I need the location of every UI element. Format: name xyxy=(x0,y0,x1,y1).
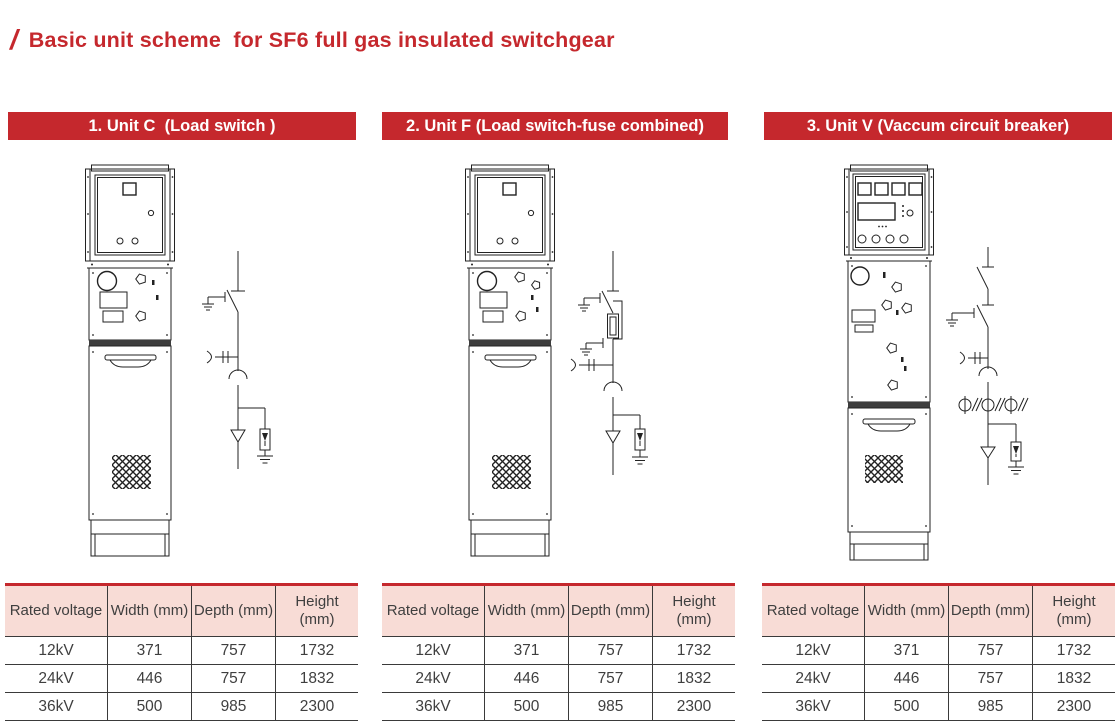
cell-depth: 985 xyxy=(192,693,276,721)
cabinet-drawing-unit-f xyxy=(464,164,556,558)
col-rated-voltage: Rated voltage xyxy=(382,585,485,637)
knob xyxy=(881,299,893,311)
indicator-window xyxy=(503,183,516,195)
cable-termination xyxy=(606,431,620,443)
operation-port xyxy=(478,272,497,291)
table-row xyxy=(762,637,1115,665)
cell-width: 371 xyxy=(485,637,569,665)
col-rated-voltage: Rated voltage xyxy=(762,585,865,637)
cell-height: 2300 xyxy=(299,697,335,715)
table-row xyxy=(5,665,358,693)
col-width: Width (mm) xyxy=(485,585,569,637)
push-button xyxy=(858,235,866,243)
knob xyxy=(135,273,147,285)
table-row xyxy=(5,637,358,665)
indicator-window xyxy=(858,183,871,195)
cell-voltage: 12kV xyxy=(382,637,485,665)
cell-height: 2300 xyxy=(676,697,712,715)
earthing-switch xyxy=(946,308,974,326)
col-rated-voltage: Rated voltage xyxy=(5,585,108,637)
col-width: Width (mm) xyxy=(108,585,192,637)
col-width: Width (mm) xyxy=(865,585,949,637)
cell-voltage: 24kV xyxy=(382,665,485,693)
page-title xyxy=(10,26,615,54)
cell-height: 1732 xyxy=(299,641,335,659)
knob xyxy=(887,379,899,391)
push-button xyxy=(886,235,894,243)
knob xyxy=(891,281,903,293)
cable-termination xyxy=(981,447,995,458)
door-handle xyxy=(863,419,915,431)
title-slash-mark: / xyxy=(10,24,18,55)
col-height: Height (mm) xyxy=(276,585,359,637)
ventilation-grille xyxy=(492,455,531,489)
cell-width: 371 xyxy=(108,637,192,665)
cable-termination xyxy=(231,430,245,442)
knob xyxy=(515,310,527,322)
knob xyxy=(135,310,147,322)
col-height: Height (mm) xyxy=(1033,585,1116,637)
cell-width: 500 xyxy=(865,693,949,721)
col-depth: Depth (mm) xyxy=(949,585,1033,637)
table-row xyxy=(382,637,735,665)
cell-width: 446 xyxy=(485,665,569,693)
current-transformers xyxy=(959,393,1028,417)
cell-width: 371 xyxy=(865,637,949,665)
nameplate xyxy=(100,292,127,308)
cell-depth: 985 xyxy=(569,693,653,721)
cell-voltage: 12kV xyxy=(5,637,108,665)
disconnector-blade xyxy=(977,305,988,327)
indicator-window xyxy=(123,183,136,195)
cell-height: 1732 xyxy=(1056,641,1092,659)
push-button xyxy=(872,235,880,243)
cell-width: 500 xyxy=(108,693,192,721)
ventilation-grille xyxy=(112,455,151,489)
load-switch-blade xyxy=(227,290,238,312)
indicator-window xyxy=(909,183,922,195)
earthing-switch xyxy=(202,292,225,310)
banner-unit-v: 3. Unit V (Vaccum circuit breaker) xyxy=(764,112,1112,140)
spec-table-unit-v xyxy=(762,583,1115,721)
earthing-switch-lower xyxy=(580,338,603,355)
operation-port xyxy=(98,272,117,291)
col-height: Height (mm) xyxy=(653,585,736,637)
cell-width: 446 xyxy=(865,665,949,693)
knob xyxy=(901,302,913,314)
cell-height: 1832 xyxy=(1056,669,1092,687)
col-depth: Depth (mm) xyxy=(192,585,276,637)
table-header-row xyxy=(762,585,1115,637)
voltage-indicator xyxy=(960,352,988,364)
spec-table-unit-f xyxy=(382,583,735,721)
table-row xyxy=(382,665,735,693)
push-button xyxy=(900,235,908,243)
cell-height: 1732 xyxy=(676,641,712,659)
door-handle xyxy=(105,355,156,367)
operation-port xyxy=(851,267,869,285)
circuit-diagram-unit-c xyxy=(195,245,305,475)
cell-voltage: 36kV xyxy=(382,693,485,721)
voltage-indicator xyxy=(571,359,613,371)
load-switch-blade xyxy=(602,291,613,313)
cell-height: 1832 xyxy=(299,669,335,687)
cell-depth: 757 xyxy=(569,665,653,693)
nameplate xyxy=(480,292,507,308)
nameplate xyxy=(852,310,875,322)
table-row xyxy=(5,693,358,721)
table-header-row xyxy=(5,585,358,637)
cell-voltage: 24kV xyxy=(762,665,865,693)
nameplate xyxy=(103,311,123,322)
cell-depth: 757 xyxy=(569,637,653,665)
surge-arrester xyxy=(1008,424,1024,474)
current-transformer-arc xyxy=(604,382,622,391)
voltage-indicator xyxy=(207,351,238,363)
cabinet-drawing-unit-v xyxy=(843,164,935,562)
surge-arrester xyxy=(257,408,273,463)
cell-width: 500 xyxy=(485,693,569,721)
nameplate xyxy=(855,325,873,332)
banner-unit-f: 2. Unit F (Load switch-fuse combined) xyxy=(382,112,728,140)
cell-depth: 985 xyxy=(949,693,1033,721)
cell-voltage: 36kV xyxy=(762,693,865,721)
earthing-switch-upper xyxy=(578,293,600,311)
circuit-diagram-unit-f xyxy=(558,245,673,480)
current-transformer-arc xyxy=(229,370,247,379)
indicator-window xyxy=(875,183,888,195)
ventilation-grille xyxy=(865,455,903,483)
relay-display xyxy=(858,203,895,220)
cell-height: 1832 xyxy=(676,669,712,687)
cell-depth: 757 xyxy=(949,665,1033,693)
cell-depth: 757 xyxy=(949,637,1033,665)
surge-arrester xyxy=(632,415,648,464)
cell-height: 2300 xyxy=(1056,697,1092,715)
spec-table-unit-c xyxy=(5,583,358,721)
breaker-blade xyxy=(977,267,988,289)
table-row xyxy=(762,693,1115,721)
page-title-text: Basic unit scheme for SF6 full gas insulated switchgear xyxy=(28,27,615,52)
cell-depth: 757 xyxy=(192,637,276,665)
table-row xyxy=(762,665,1115,693)
cell-depth: 757 xyxy=(192,665,276,693)
knob xyxy=(531,280,541,290)
cell-voltage: 36kV xyxy=(5,693,108,721)
cell-voltage: 24kV xyxy=(5,665,108,693)
knob xyxy=(514,271,526,283)
cell-width: 446 xyxy=(108,665,192,693)
table-row xyxy=(382,693,735,721)
circuit-diagram-unit-v xyxy=(938,243,1058,488)
cabinet-drawing-unit-c xyxy=(84,164,176,558)
table-header-row xyxy=(382,585,735,637)
cell-voltage: 12kV xyxy=(762,637,865,665)
indicator-window xyxy=(892,183,905,195)
banner-unit-c: 1. Unit C (Load switch ) xyxy=(8,112,356,140)
col-depth: Depth (mm) xyxy=(569,585,653,637)
knob xyxy=(886,342,898,354)
door-handle xyxy=(485,355,536,367)
nameplate xyxy=(483,311,503,322)
